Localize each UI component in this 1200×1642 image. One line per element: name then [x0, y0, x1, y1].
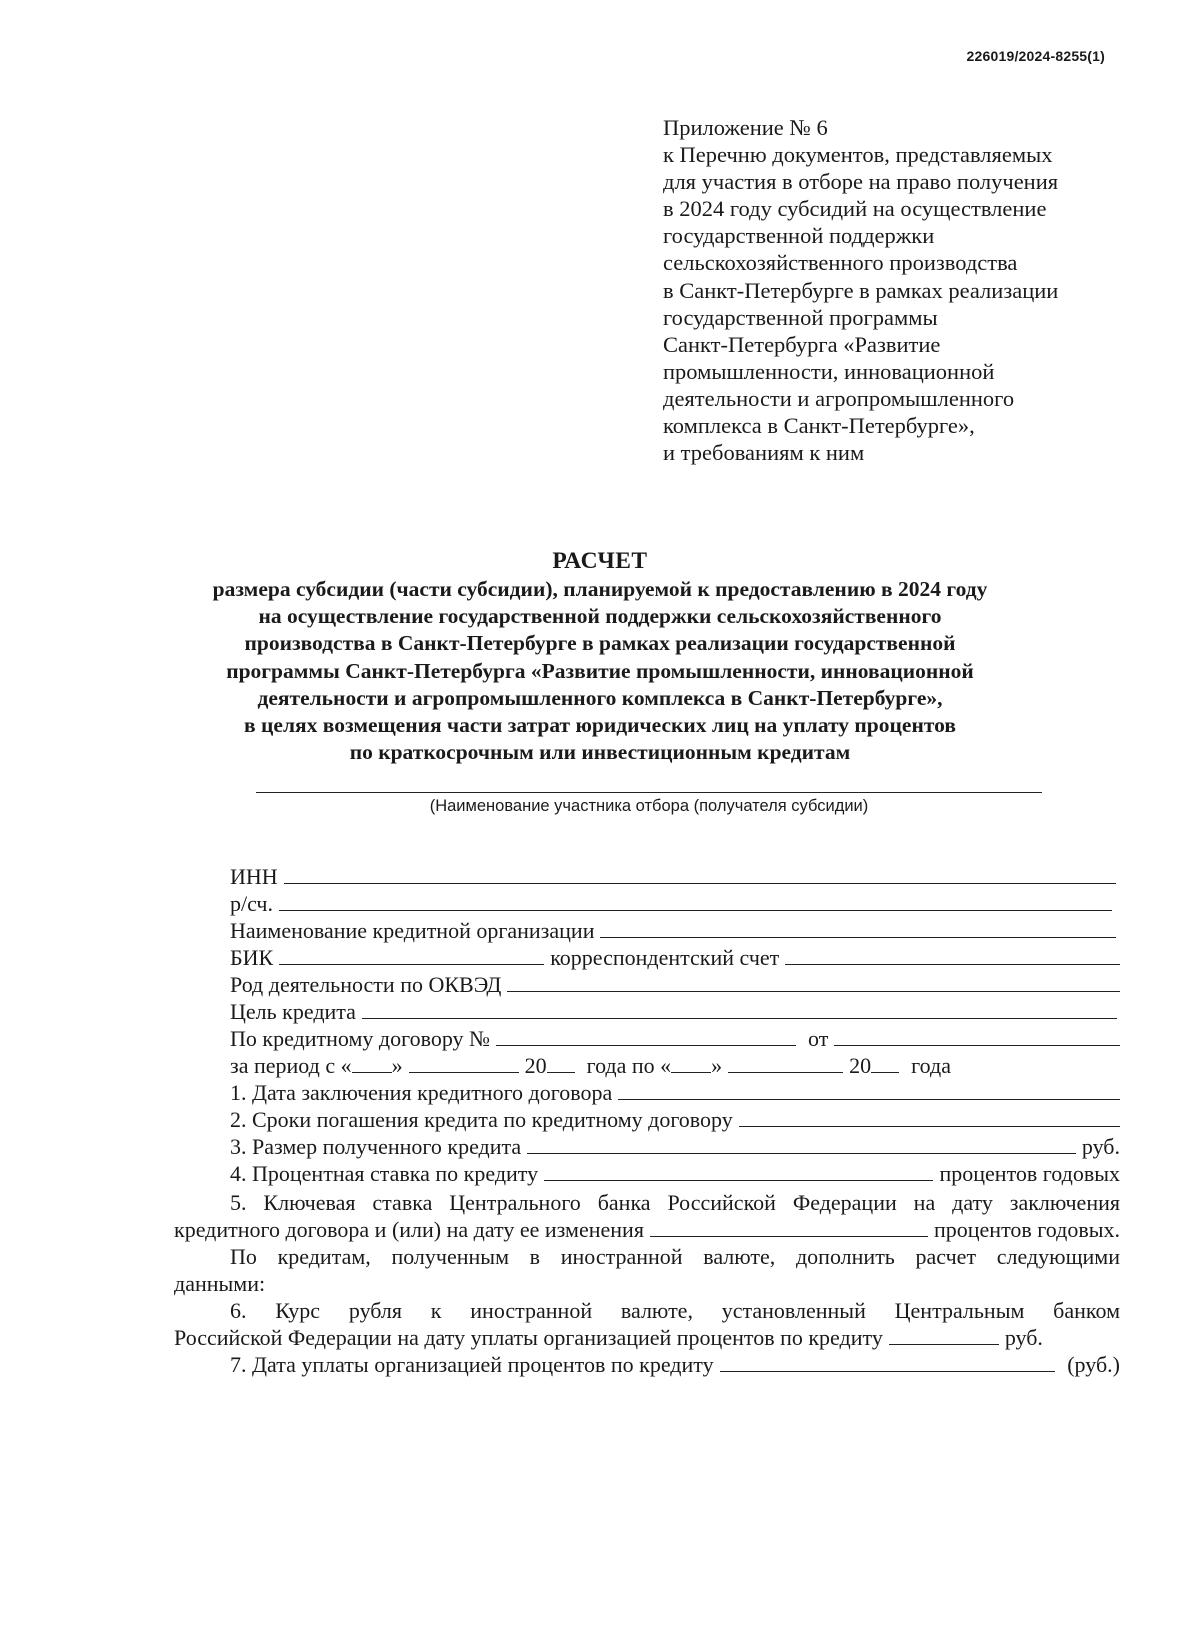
item6-field[interactable] — [889, 1327, 999, 1345]
appendix-line: сельскохозяйственного производства — [663, 250, 1018, 276]
period-from-year-field[interactable] — [547, 1055, 575, 1073]
item5-label: кредитного договора и (или) на дату ее изменения — [174, 1217, 644, 1242]
year-prefix: 20 — [849, 1053, 872, 1078]
quote-close: » — [391, 1053, 403, 1078]
participant-name-field[interactable] — [256, 792, 1042, 793]
item5-paragraph — [174, 1189, 1120, 1243]
appendix-line: государственной поддержки — [663, 223, 935, 249]
item7-label: 7. Дата уплаты организацией процентов по кредиту — [230, 1352, 714, 1377]
appendix-line: промышленности, инновационной — [663, 358, 995, 384]
period-from-day-field[interactable] — [352, 1055, 392, 1073]
item3-label: 3. Размер полученного кредита — [230, 1134, 522, 1159]
bik-label: БИК — [230, 945, 274, 970]
appendix-line: государственной программы — [663, 304, 938, 330]
subtitle-line: производства в Санкт-Петербурге в рамках реализации государственной — [244, 631, 956, 656]
item7-line — [174, 1351, 1120, 1378]
bank-name-row — [230, 918, 1116, 945]
corr-account-field[interactable] — [785, 947, 1120, 965]
subtitle-line: на осуществление государственной поддержки сельскохозяйственного — [258, 604, 942, 629]
appendix-line: в Санкт-Петербурге в рамках реализации — [663, 277, 1059, 303]
subtitle-line: деятельности и агропромышленного комплекса в Санкт-Петербурге», — [257, 685, 943, 710]
period-row — [230, 1053, 1030, 1080]
item4-row — [230, 1161, 1120, 1188]
credit-contract-number-field[interactable] — [496, 1028, 796, 1046]
item2-label: 2. Сроки погашения кредита по кредитному договору — [230, 1107, 733, 1132]
period-from-label: за период с « — [230, 1053, 352, 1078]
rub-paren-label: (руб.) — [1067, 1352, 1120, 1377]
bik-field[interactable] — [279, 947, 544, 965]
item1-row — [230, 1080, 1120, 1107]
period-from-month-field[interactable] — [409, 1055, 519, 1073]
bik-row — [230, 945, 1120, 972]
document-title — [150, 546, 1050, 766]
item3-field[interactable] — [527, 1136, 1076, 1154]
account-field[interactable] — [279, 893, 1112, 911]
inn-row — [230, 864, 1116, 891]
percent-annual-dot-label: процентов годовых. — [933, 1217, 1120, 1242]
credit-contract-row — [230, 1026, 1120, 1053]
appendix-header — [663, 114, 1123, 466]
period-to-year-field[interactable] — [871, 1055, 899, 1073]
credit-purpose-row — [230, 999, 1117, 1026]
rub-label: руб. — [1081, 1134, 1120, 1159]
foreign-line2: данными: — [174, 1271, 266, 1296]
bank-name-field[interactable] — [600, 920, 1116, 938]
appendix-line: к Перечню документов, представляемых — [663, 142, 1053, 168]
participant-name-caption: (Наименование участника отбора (получателя субсидии) — [429, 797, 869, 815]
item6-label: Российской Федерации на дату уплаты организацией процентов по кредиту — [174, 1325, 883, 1350]
inn-label: ИНН — [230, 864, 278, 889]
item3-row — [230, 1134, 1120, 1161]
item4-label: 4. Процентная ставка по кредиту — [230, 1161, 539, 1186]
appendix-line: деятельности и агропромышленного — [663, 385, 1015, 411]
corr-account-label: корреспондентский счет — [550, 945, 780, 970]
credit-contract-label: По кредитному договору № — [230, 1026, 491, 1051]
okved-row — [230, 972, 1120, 999]
appendix-line: и требованиям к ним — [663, 440, 865, 466]
appendix-line: для участия в отборе на право получения — [663, 169, 1059, 195]
period-to-month-field[interactable] — [728, 1055, 843, 1073]
okved-field[interactable] — [507, 974, 1120, 992]
subtitle-line: по краткосрочным или инвестиционным кредитам — [349, 740, 851, 765]
item1-label: 1. Дата заключения кредитного договора — [230, 1080, 613, 1105]
item6-line1: 6. Курс рубля к иностранной валюте, установленный Центральным банком — [230, 1298, 1120, 1323]
title-subtitle — [150, 576, 1050, 766]
item5-field[interactable] — [650, 1219, 928, 1237]
document-number: 226019/2024-8255(1) — [966, 48, 1105, 64]
item7-field[interactable] — [720, 1354, 1056, 1372]
item2-row — [230, 1107, 1120, 1134]
appendix-line: комплекса в Санкт-Петербурге», — [663, 413, 975, 439]
bank-name-label: Наименование кредитной организации — [230, 918, 595, 943]
item5-line2 — [174, 1216, 1120, 1243]
title-main: РАСЧЕТ — [552, 548, 648, 574]
item5-line1: 5. Ключевая ставка Центрального банка Российской Федерации на дату заключения — [230, 1190, 1120, 1215]
subtitle-line: в целях возмещения части затрат юридических лиц на уплату процентов — [244, 713, 956, 738]
account-row — [230, 891, 1112, 918]
percent-annual-label: процентов годовых — [939, 1161, 1120, 1186]
item7-paragraph — [174, 1351, 1120, 1378]
credit-purpose-label: Цель кредита — [230, 999, 356, 1024]
account-label: р/сч. — [230, 891, 274, 916]
year-prefix: 20 — [524, 1053, 547, 1078]
item4-field[interactable] — [544, 1163, 933, 1181]
item6-line2 — [174, 1324, 1120, 1351]
credit-contract-date-field[interactable] — [834, 1028, 1120, 1046]
credit-purpose-field[interactable] — [362, 1001, 1117, 1019]
okved-label: Род деятельности по ОКВЭД — [230, 972, 502, 997]
period-to-day-field[interactable] — [671, 1055, 711, 1073]
appendix-line: в 2024 году субсидий на осуществление — [663, 196, 1047, 222]
rub-label: руб. — [1004, 1325, 1043, 1350]
foreign-line1: По кредитам, полученным в иностранной валюте, дополнить расчет следующими — [230, 1244, 1120, 1269]
inn-field[interactable] — [284, 866, 1116, 884]
foreign-currency-paragraph — [174, 1243, 1120, 1297]
item1-field[interactable] — [618, 1082, 1120, 1100]
quote-close: » — [711, 1053, 723, 1078]
item6-paragraph — [174, 1297, 1120, 1351]
subtitle-line: размера субсидии (части субсидии), планируемой к предоставлению в 2024 году — [212, 577, 988, 601]
appendix-line: Приложение № 6 — [663, 115, 828, 140]
appendix-line: Санкт-Петербурга «Развитие — [663, 331, 941, 357]
credit-contract-from-label: от — [808, 1026, 829, 1051]
subtitle-line: программы Санкт-Петербурга «Развитие промышленности, инновационной — [226, 658, 974, 683]
period-to-label: года по « — [586, 1053, 672, 1078]
year-word: года — [911, 1053, 951, 1078]
item2-field[interactable] — [739, 1109, 1120, 1127]
